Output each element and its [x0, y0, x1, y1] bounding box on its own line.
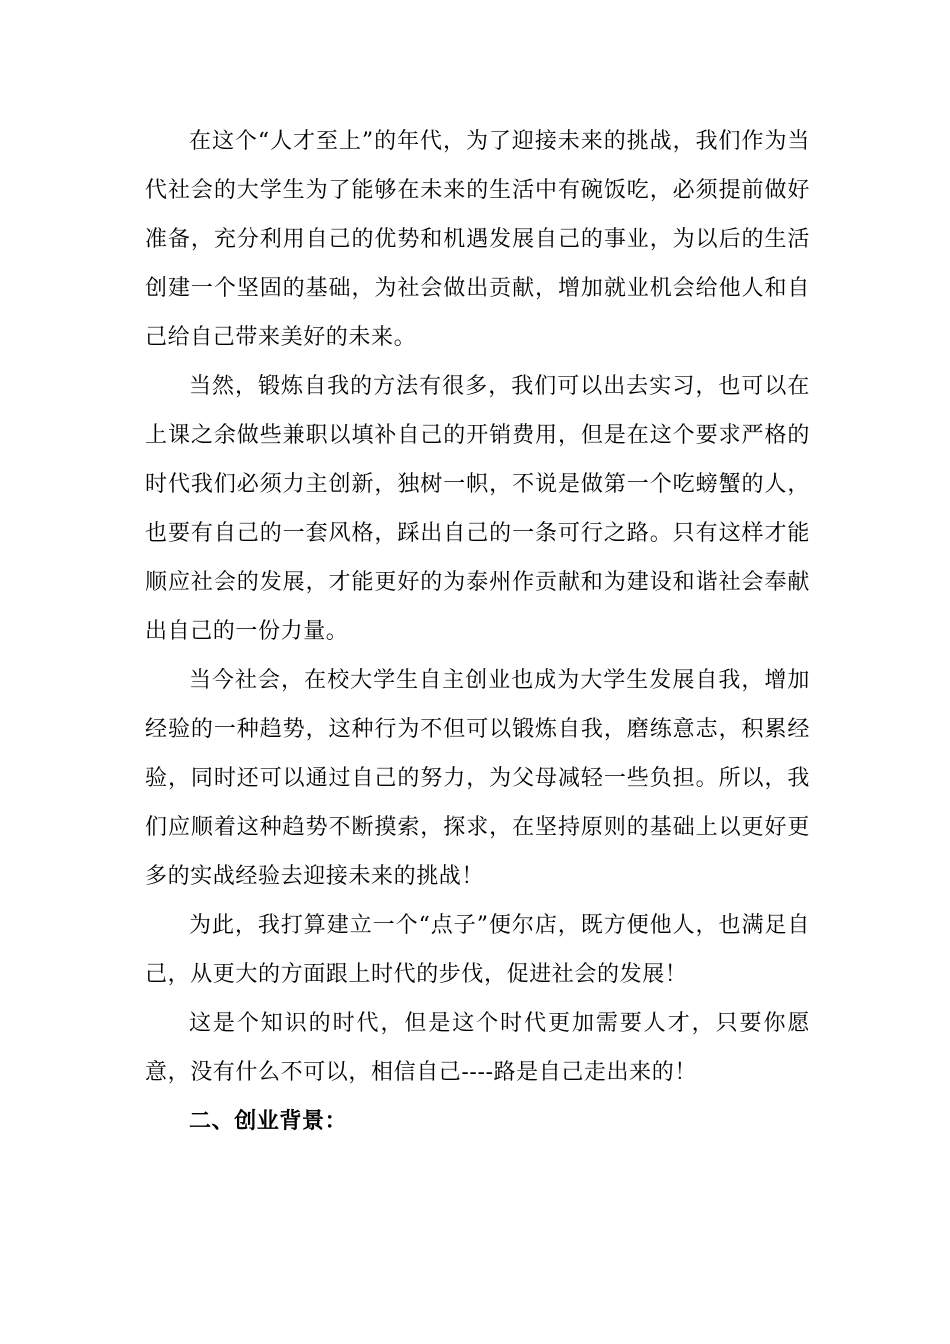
paragraph-4: 为此，我打算建立一个“点子”便尔店，既方便他人，也满足自己，从更大的方面跟上时代的步伐，促进社会的发展！	[145, 913, 810, 987]
paragraph-1: 在这个“人才至上”的年代，为了迎接未来的挑战，我们作为当代社会的大学生为了能够在未来的生活中有碗饭吃，必须提前做好准备，充分利用自己的优势和机遇发展自己的事业，为以后的生活创建一个坚固的基础，为社会做出贡献，增加就业机会给他人和自己给自己带来美好的未来。	[145, 129, 810, 350]
paragraph-3: 当今社会，在校大学生自主创业也成为大学生发展自我，增加经验的一种趋势，这种行为不但可以锻炼自我，磨练意志，积累经验，同时还可以通过自己的努力，为父母减轻一些负担。所以，我们应顺着这种趋势不断摸索，探求，在坚持原则的基础上以更好更多的实战经验去迎接未来的挑战！	[145, 668, 810, 889]
paragraph-5: 这是个知识的时代，但是这个时代更加需要人才，只要你愿意，没有什么不可以，相信自己----路是自己走出来的！	[145, 1011, 810, 1085]
document-body	[145, 117, 810, 1146]
section-heading: 二、创业背景：	[189, 1109, 348, 1134]
paragraph-2: 当然，锻炼自我的方法有很多，我们可以出去实习，也可以在上课之余做些兼职以填补自己的开销费用，但是在这个要求严格的时代我们必须力主创新，独树一帜，不说是做第一个吃螃蟹的人，也要有自己的一套风格，踩出自己的一条可行之路。只有这样才能顺应社会的发展，才能更好的为泰州作贡献和为建设和谐社会奉献出自己的一份力量。	[145, 374, 810, 644]
